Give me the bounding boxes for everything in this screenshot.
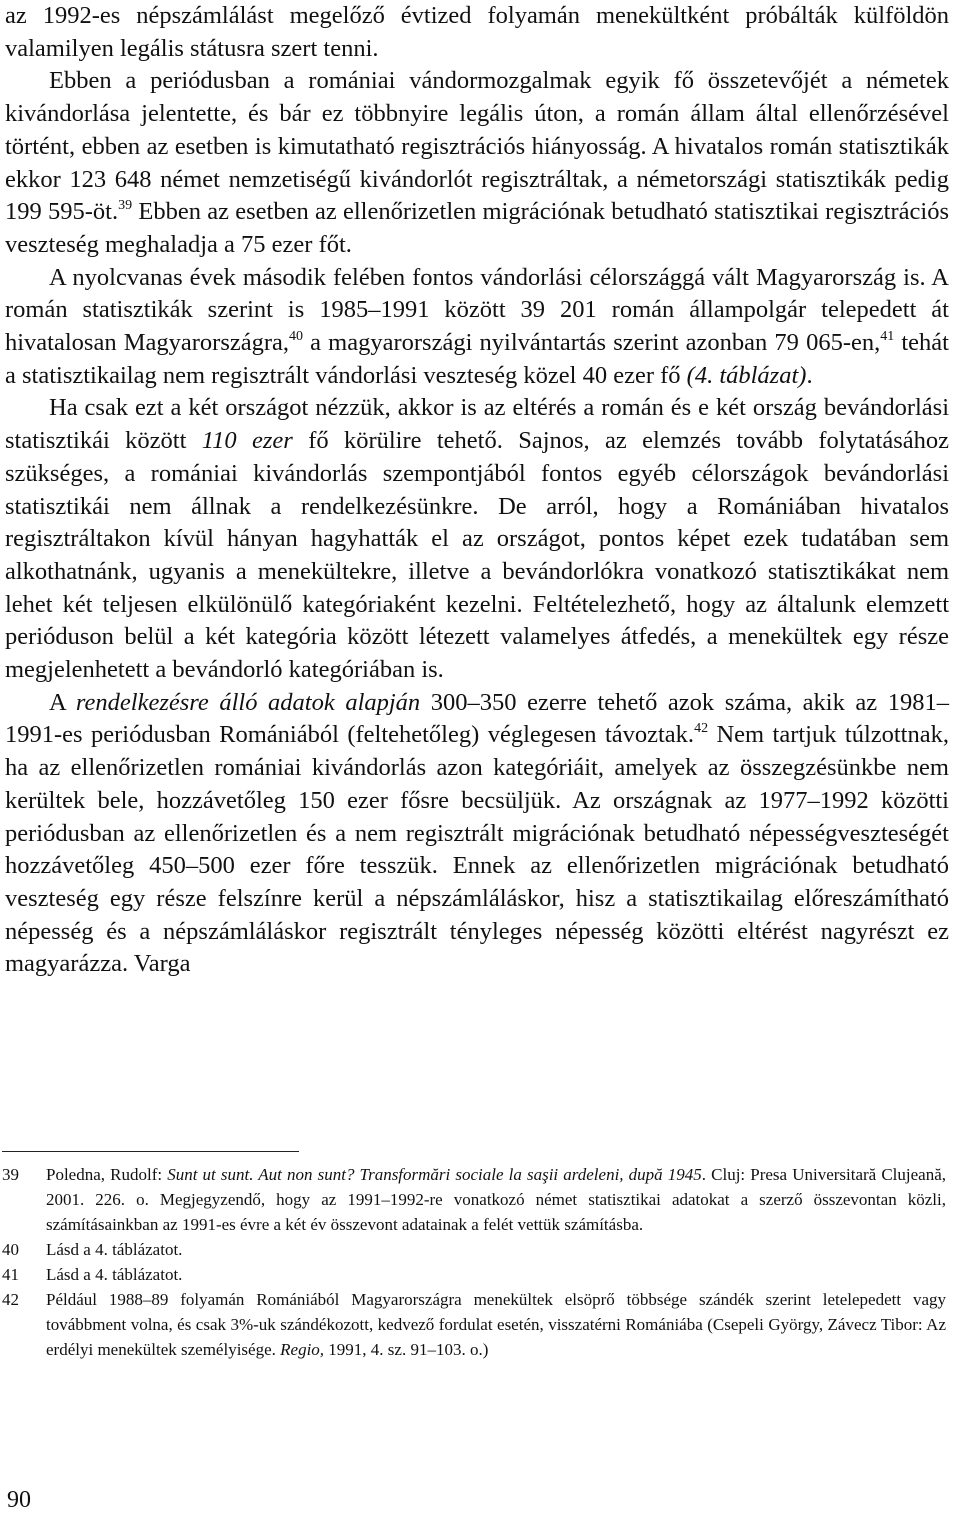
footnote-number: 40 <box>2 1240 19 1259</box>
footnote <box>2 1162 946 1237</box>
footnote-text: Poledna, Rudolf: Sunt ut sunt. Aut non sunt? Transformări sociale la saşii ardeleni, după 1945. Cluj: Presa Universitară Clujeană, 2001. 226. o. Megjegyzendő, hogy az 1991–1992-re vonatkozó német statisztikai adatokat a szerző összevontan közli, számításainkban az 1991-es évre a két év összevont adatainak a felét vettük számításba. <box>46 1165 947 1234</box>
footnote-reference[interactable]: 39 <box>118 198 133 214</box>
body-text <box>5 0 949 981</box>
footnote-reference[interactable]: 40 <box>289 329 304 345</box>
footnote-number: 39 <box>2 1165 19 1184</box>
italic-text: rendelkezésre álló adatok alapján <box>75 688 421 716</box>
footnotes <box>2 1162 946 1362</box>
footnote-text: Lásd a 4. táblázatot. <box>46 1265 183 1284</box>
italic-text: 110 ezer <box>201 427 293 455</box>
italic-text: Regio, <box>280 1340 325 1359</box>
footnote-reference[interactable]: 42 <box>694 721 709 737</box>
footnote-number: 42 <box>2 1290 19 1309</box>
footnote <box>2 1287 946 1362</box>
page-number: 90 <box>7 1487 31 1513</box>
footnote-reference[interactable]: 41 <box>880 329 895 345</box>
italic-text: Sunt ut sunt. Aut non sunt? Transformări sociale la saşii ardeleni, după 1945 <box>167 1165 702 1184</box>
paragraph: A rendelkezésre álló adatok alapján 300–350 ezerre tehető azok száma, akik az 1981–1991-es periódusban Romániából (feltehetőleg) véglegesen távoztak.$^{42}$ Nem tartjuk túlzottnak, ha az ellenőrizetlen romániai kivándorlás azon kategóriáit, amelyek az összegzésünkbe nem kerültek bele, hozzávetőleg 150 ezer fősre becsüljük. Az országnak az 1977–1992 közötti periódusban az ellenőrizetlen és a nem regisztrált migrációnak betudható népességveszteségét hozzávetőleg 450–500 ezer főre tesszük. Ennek az ellenőrizetlen migrációnak betudható veszteség egy része felszínre kerül a népszámláláskor, hisz a statisztikailag előreszámítható népesség és a népszámláláskor regisztrált tényleges népesség közötti eltérést nagyrészt ez magyarázza. Varga <box>5 688 949 978</box>
paragraph: az 1992-es népszámlálást megelőző évtized folyamán menekültként próbálták külföldön valamilyen legális státusra szert tenni. <box>5 2 949 62</box>
footnote-number: 41 <box>2 1265 19 1284</box>
document-page <box>5 0 949 981</box>
footnote <box>2 1262 946 1287</box>
paragraph: Ha csak ezt a két országot nézzük, akkor is az eltérés a román és e két ország bevándorlási statisztikái között 110 ezer fő körülire tehető. Sajnos, az elemzés tovább folytatásához szükséges, a romániai kivándorlás szempontjából fontos egyéb célországok bevándorlási statisztikái nem állnak a rendelkezésünkre. De arról, hogy a Romániában hivatalos regisztráltakon kívül hányan hagyhatták el az országot, pontos képet ezek tudatában sem alkothatnánk, ugyanis a menekültekre, illetve a bevándorlókra vonatkozó statisztikákat nem lehet két teljesen elkülönülő kategóriaként kezelni. Feltételezhető, hogy az általunk elemzett perióduson belül a két kategória között létezett valamelyes átfedés, a menekültek egy része megjelenhetett a bevándorló kategóriában is. <box>5 394 950 684</box>
paragraph: Ebben a periódusban a romániai vándormozgalmak egyik fő összetevőjét a németek kivándorlása jelentette, és bár ez többnyire legális úton, a román állam által ellenőrzésével történt, ebben az esetben is kimutatható regisztrációs hiányosság. A hivatalos román statisztikák ekkor 123 648 német nemzetiségű kivándorlót regisztráltak, a németországi statisztikák pedig 199 595-öt.$^{39}$ Ebben az esetben az ellenőrizetlen migrációnak betudható statisztikai regisztrációs veszteség meghaladja a 75 ezer főt. <box>5 67 949 258</box>
footnote-text: Például 1988–89 folyamán Romániából Magyarországra menekültek elsöprő többsége szándék szerint letelepedett vagy továbbment volna, és csak 3%-uk szándékozott, kedvező fordulat esetén, visszatérni Romániába (Csepeli György, Závecz Tibor: Az erdélyi menekültek személyisége. Regio, 1991, 4. sz. 91–103. o.) <box>46 1290 946 1359</box>
footnote-text: Lásd a 4. táblázatot. <box>46 1240 183 1259</box>
italic-text: (4. táblázat) <box>686 361 807 389</box>
footnote <box>2 1237 946 1262</box>
footnote-separator <box>2 1151 299 1152</box>
paragraph: A nyolcvanas évek második felében fontos vándorlási célországgá vált Magyarország is. A román statisztikák szerint is 1985–1991 között 39 201 román állampolgár telepedett át hivatalosan Magyarországra,$^{40}$ a magyarországi nyilvántartás szerint azonban 79 065-en,$^{41}$ tehát a statisztikailag nem regisztrált vándorlási veszteség közel 40 ezer fő (4. táblázat). <box>5 263 949 389</box>
